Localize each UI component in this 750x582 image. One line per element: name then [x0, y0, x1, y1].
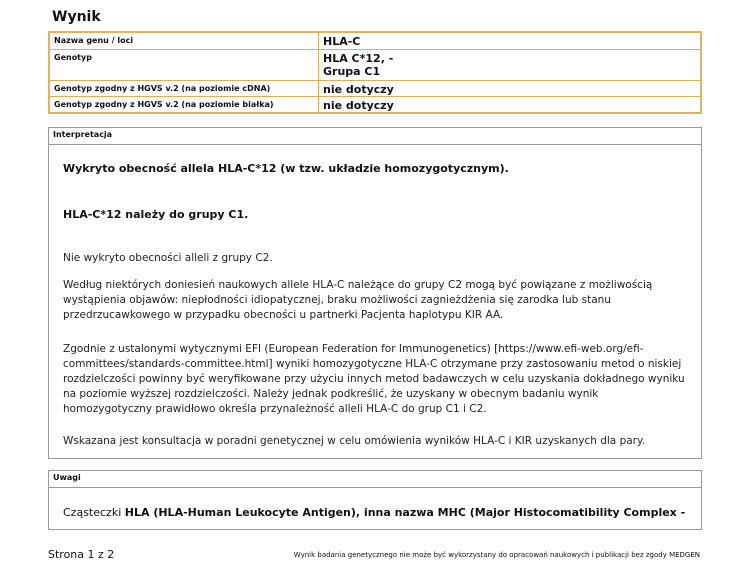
table-row	[49, 32, 701, 49]
row-label-protein: Genotyp zgodny z HGVS v.2 (na poziomie białka)	[49, 96, 319, 113]
row-label-cdna: Genotyp zgodny z HGVS v.2 (na poziomie cDNA)	[49, 80, 319, 96]
table-row	[49, 80, 701, 96]
interpretation-scientific-note: Według niektórych doniesień naukowych allele HLA-C należące do grupy C2 mogą być powiązane z możliwością wystąpienia objawów: niepłodności idiopatycznej, braku możliwości zagnieżdżenia się zarodka lub stanu przedrzucawkowego w przypadku obecności u partnerki Pacjenta haplotypu KIR AA.	[63, 279, 653, 321]
notes-box	[48, 470, 702, 530]
gene-result-table	[48, 31, 702, 114]
footer-disclaimer: Wynik badania genetycznego nie może być wykorzystany do opracowań naukowych i publikacji bez zgody MEDGEN	[293, 551, 700, 559]
row-label-gene: Nazwa genu / loci	[49, 32, 319, 49]
interpretation-title: Interpretacja	[49, 128, 701, 145]
interpretation-group: HLA-C*12 należy do grupy C1.	[63, 208, 249, 221]
section-title: Wynik	[52, 9, 101, 25]
row-value-protein: nie dotyczy	[319, 96, 702, 113]
interpretation-consultation: Wskazana jest konsultacja w poradni genetycznej w celu omówienia wyników HLA-C i KIR uzyskanych dla pary.	[63, 435, 646, 447]
interpretation-efi-guidelines: Zgodnie z ustalonymi wytycznymi EFI (European Federation for Immunogenetics) [https://www.efi-web.org/efi-committees/standards-committee.html] wyniki homozygotyczne HLA-C otrzymane przy zastosowaniu metod o niskiej rozdzielczości powinny być weryfikowane przy użyciu innych metod badawczych w celu uzyskania dokładnego wyniku na poziomie wyższej rozdzielczości. Należy jednak podkreślić, że uzyskany w obecnym badaniu wynik homozygotyczny prawidłowo określa przynależność alleli HLA-C do grup C1 i C2.	[63, 343, 685, 415]
table-row	[49, 49, 701, 80]
notes-text	[63, 506, 685, 519]
interpretation-no-c2: Nie wykryto obecności alleli z grupy C2.	[63, 252, 273, 264]
notes-title: Uwagi	[49, 471, 701, 488]
table-row	[49, 96, 701, 113]
notes-text-bold: HLA (HLA-Human Leukocyte Antigen), inna nazwa MHC (Major Histocomatibility Complex -	[124, 506, 686, 519]
row-value-cdna: nie dotyczy	[319, 80, 702, 96]
row-label-genotype: Genotyp	[49, 49, 319, 80]
notes-text-start: Cząsteczki	[63, 506, 125, 519]
page-number: Strona 1 z 2	[48, 548, 115, 561]
row-value-genotype: HLA C*12, - Grupa C1	[319, 49, 702, 80]
interpretation-result: Wykryto obecność allela HLA-C*12 (w tzw. układzie homozygotycznym).	[63, 162, 509, 175]
interpretation-box	[48, 127, 702, 459]
row-value-gene: HLA-C	[319, 32, 702, 49]
